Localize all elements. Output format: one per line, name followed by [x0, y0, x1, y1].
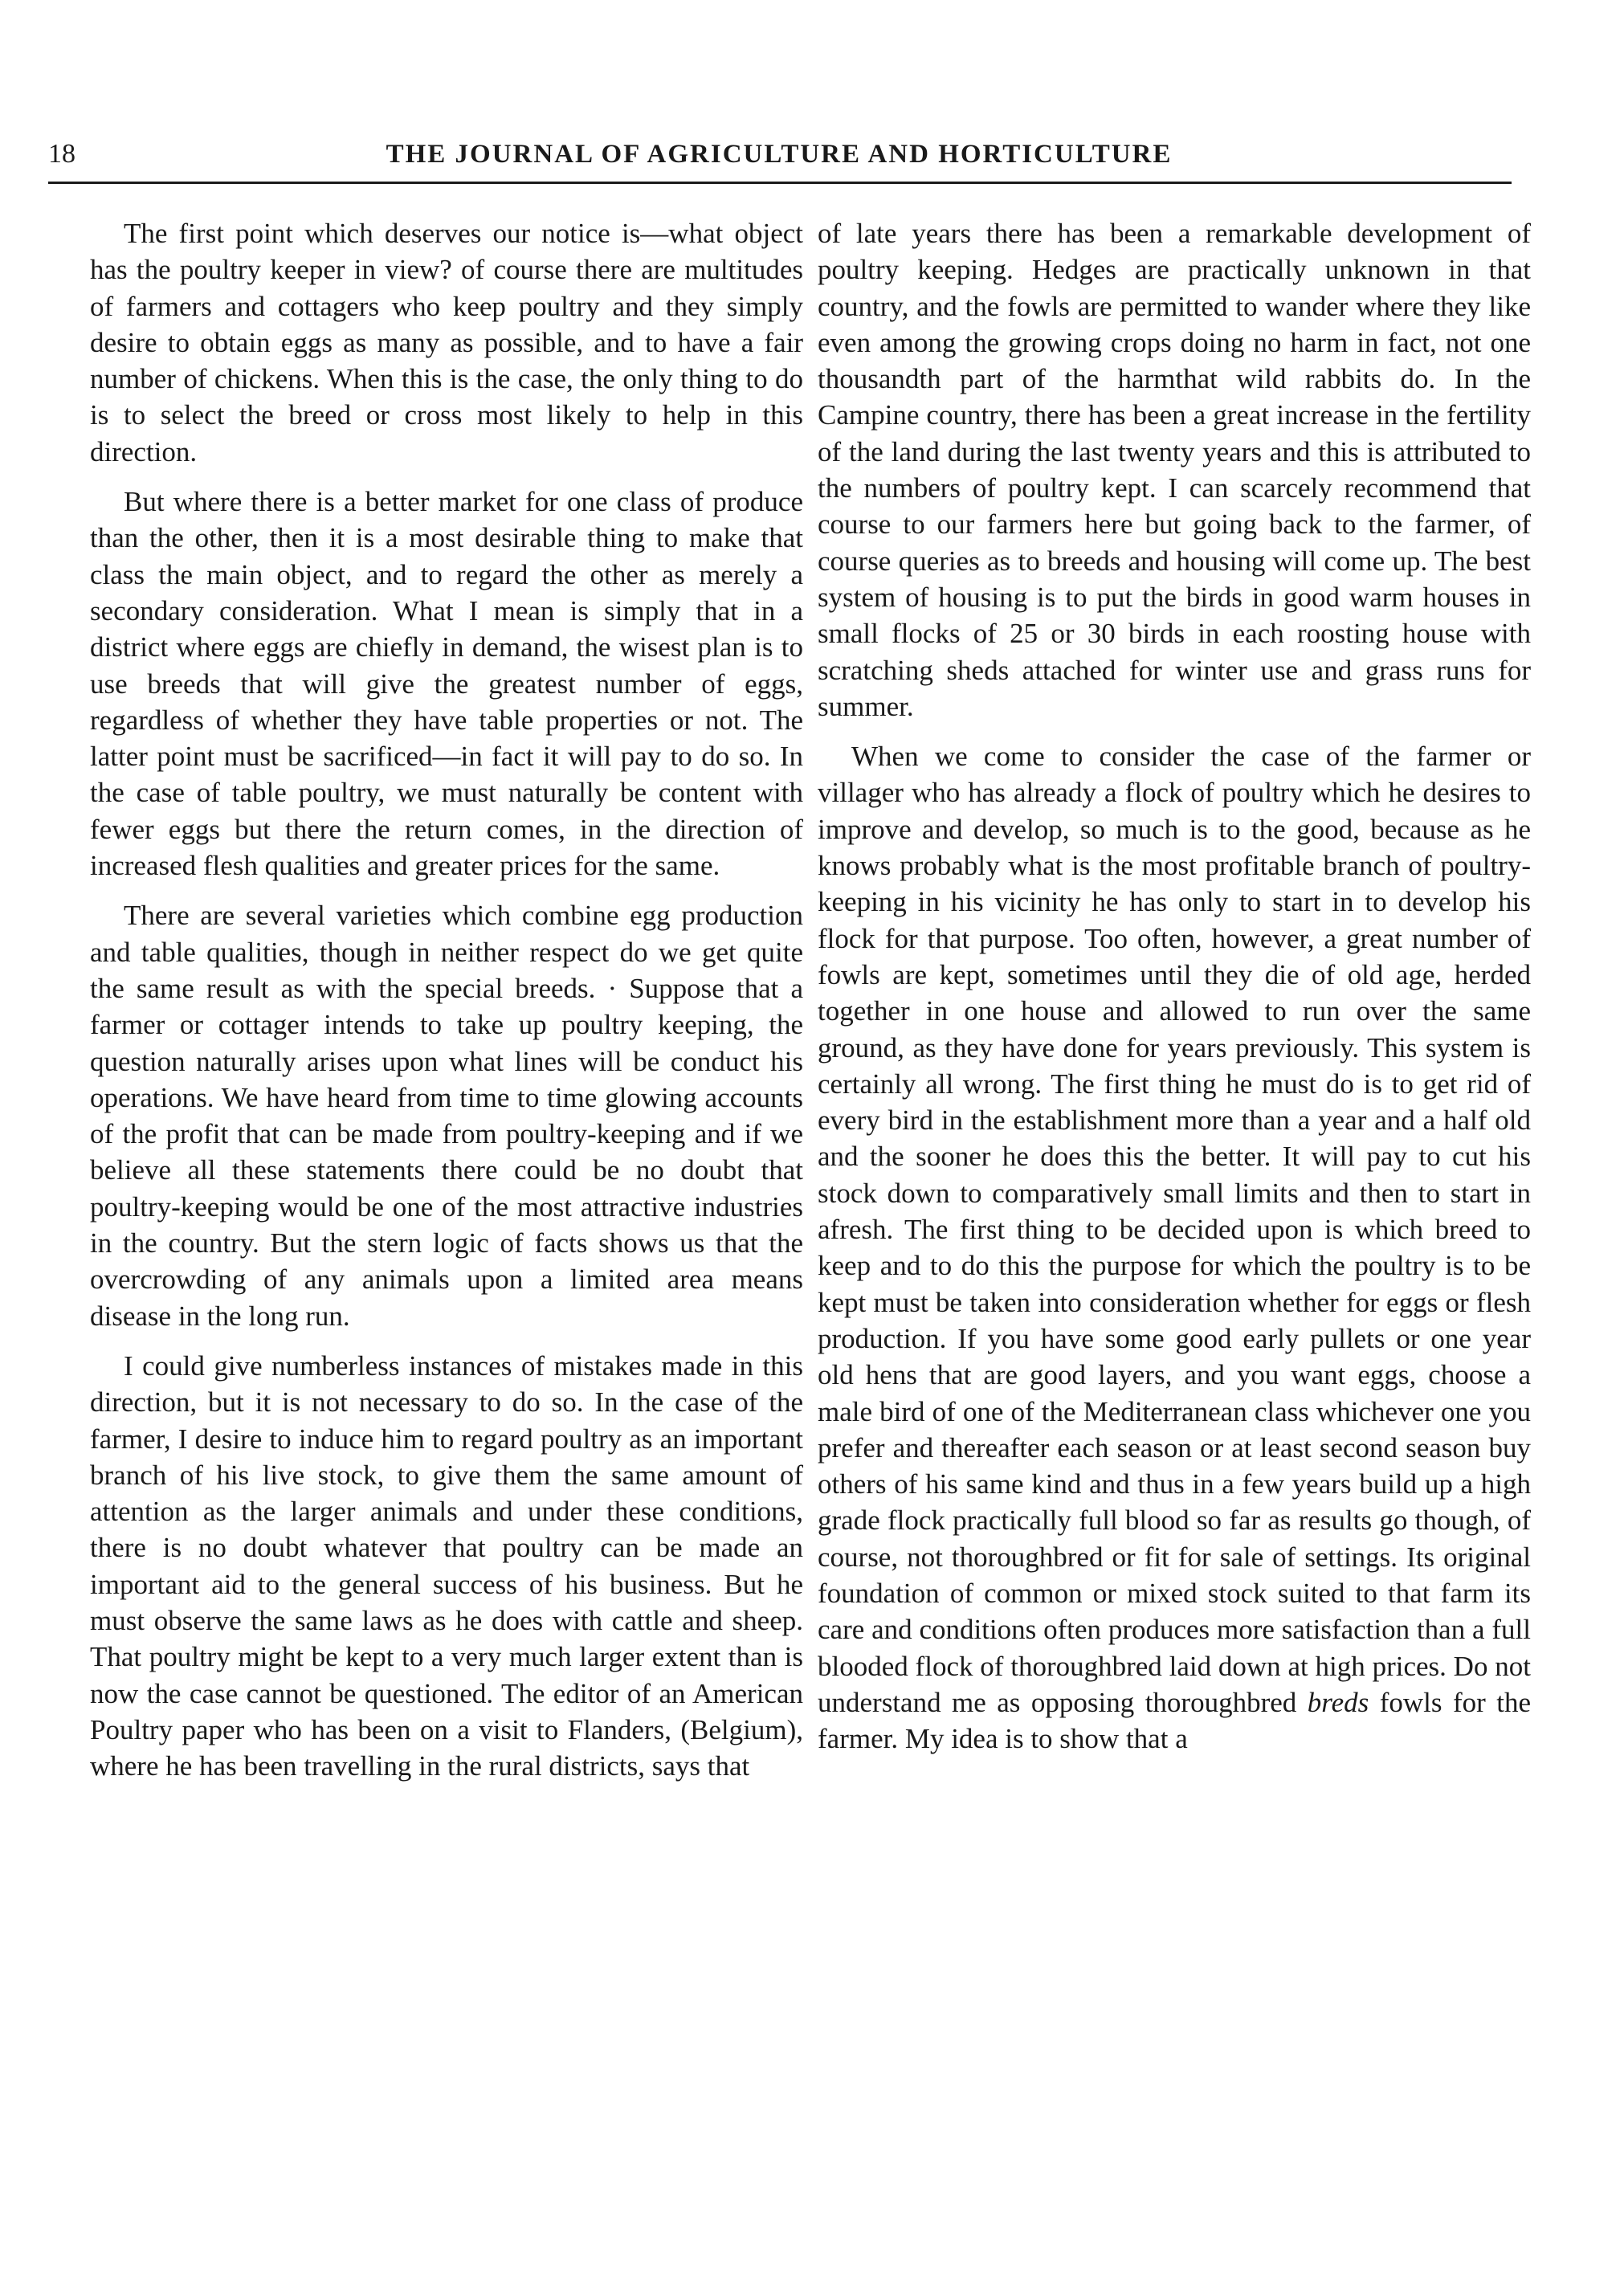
- running-head: [48, 137, 1510, 177]
- italic-word: breds: [1307, 1686, 1369, 1718]
- paragraph-text-end: fowls for the farmer. My idea is to show that a: [818, 1686, 1531, 1755]
- header-rule: [48, 182, 1512, 184]
- paragraph-continued: of late years there has been a remarkable development of poultry keeping. Hedges are practically unknown in that country, and the fowls are permitted to wander where they like even among the growing crops doing no harm in fact, not one thousandth part of the harmthat wild rabbits do. In the Campine country, there has been a great increase in the fertility of the land during the last twenty years and this is attributed to the numbers of poultry kept. I can scarcely recommend that course to our farmers here but going back to the farmer, of course queries as to breeds and housing will come up. The best system of housing is to put the birds in good warm houses in small flocks of 25 or 30 birds in each roosting house with scratching sheds attached for winter use and grass runs for summer.: [818, 218, 1531, 722]
- paragraph-text: When we come to consider the case of the farmer or villager who has already a flock of poultry which he desires to improve and develop, so much is to the good, because as he knows probably what is the most profitable branch of poultry-keeping in his vicinity he has only to start in to develop his flock for that purpose. Too often, however, a great number of fowls are kept, sometimes until they die of old age, herded together in one house and allowed to run over the same ground, as they have done for years previously. This system is certainly all wrong. The first thing he must do is to get rid of every bird in the establishment more than a year and a half old and the sooner he does this the better. It will pay to cut his stock down to comparatively small limits and then to start in afresh. The first thing to be decided upon is which breed to keep and to do this the purpose for which the poultry is to be kept must be taken into consideration whether for eggs or flesh production. If you have some good early pullets or one year old hens that are good layers, and you want eggs, choose a male bird of one of the Mediterranean class whichever one you prefer and thereafter each season or at least second season buy others of his same kind and thus in a few years build up a high grade flock practically full blood so far as results go though, of course, not thoroughbred or fit for sale of settings. Its original foundation of common or mixed stock suited to that farm its care and conditions often produces more satisfaction than a full blooded flock of thoroughbred laid down at high prices. Do not understand me as opposing thoroughbred: [818, 741, 1531, 1718]
- left-column: [90, 215, 803, 1784]
- journal-title: THE JOURNAL OF AGRICULTURE AND HORTICULTURE: [386, 140, 1173, 169]
- paragraph: The first point which deserves our notice is—what object has the poultry keeper in view? of course there are multitudes of farmers and cottagers who keep poultry and they simply desire to obtain eggs as many as possible, and to have a fair number of chickens. When this is the case, the only thing to do is to select the breed or cross most likely to help in this direction.: [90, 218, 803, 467]
- right-column: [818, 215, 1531, 1757]
- paragraph: But where there is a better market for one class of produce than the other, then it is a most desirable thing to make that class the main object, and to regard the other as merely a secondary consideration. What I mean is simply that in a district where eggs are chiefly in demand, the wisest plan is to use breeds that will give the greatest number of eggs, regardless of whether they have table properties or not. The latter point must be sacrificed—in fact it will pay to do so. In the case of table poultry, we must naturally be content with fewer eggs but there the return comes, in the direction of increased flesh qualities and greater prices for the same.: [90, 486, 803, 882]
- paragraph: There are several varieties which combine egg production and table qualities, though in neither respect do we get quite the same result as with the special breeds. · Suppose that a farmer or cottager intends to take up poultry keeping, the question naturally arises upon what lines will be conduct his operations. We have heard from time to time glowing accounts of the profit that can be made from poultry-keeping and if we believe all these statements there could be no doubt that poultry-keeping would be one of the most attractive industries in the country. But the stern logic of facts shows us that the overcrowding of any animals upon a limited area means disease in the long run.: [90, 900, 803, 1332]
- page-number: 18: [48, 139, 75, 169]
- paragraph: I could give numberless instances of mistakes made in this direction, but it is not necessary to do so. In the case of the farmer, I desire to induce him to regard poultry as an important branch of his live stock, to give them the same amount of attention as the larger animals and under these conditions, there is no doubt whatever that poultry can be made an important aid to the general success of his business. But he must observe the same laws as he does with cattle and sheep. That poultry might be kept to a very much larger extent than is now the case cannot be questioned. The editor of an American Poultry paper who has been on a visit to Flanders, (Belgium), where he has been travelling in the rural districts, says that: [90, 1349, 803, 1782]
- paragraph: [818, 738, 1531, 1757]
